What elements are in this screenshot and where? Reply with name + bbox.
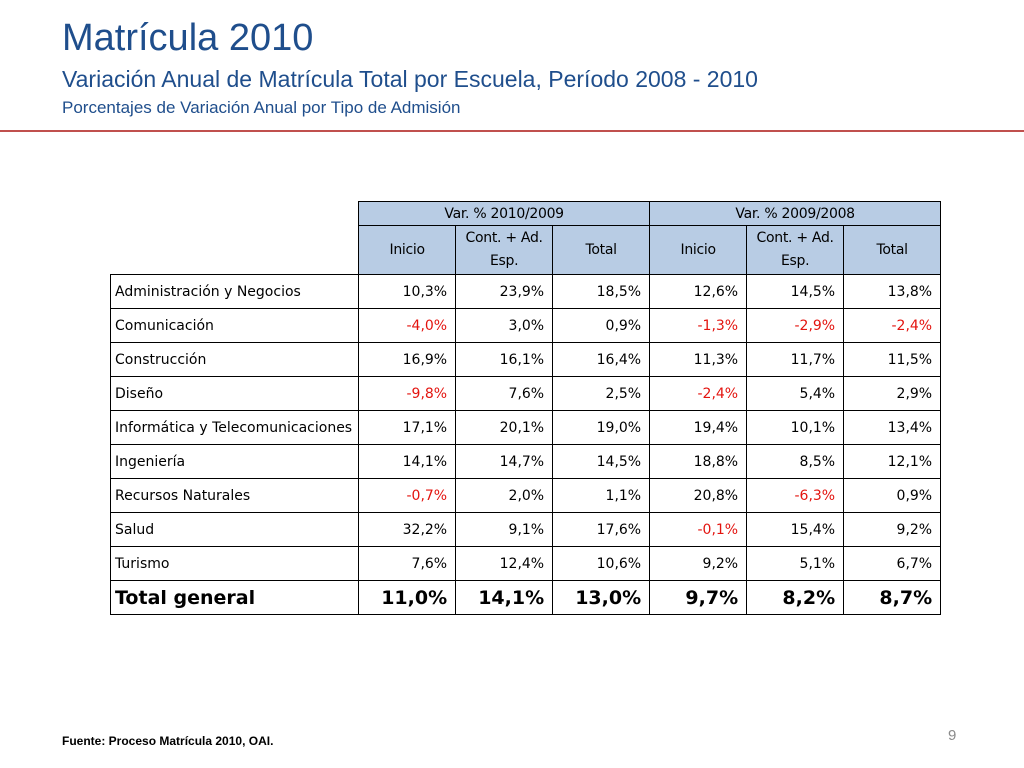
table-row	[111, 479, 941, 513]
value-cell: 10,1%	[747, 411, 844, 445]
group-header-2009-2008: Var. % 2009/2008	[650, 202, 941, 226]
sub-header-inicio: Inicio	[359, 226, 456, 275]
value-cell: 5,1%	[747, 547, 844, 581]
total-value: 13,0%	[553, 581, 650, 615]
value-cell: 19,0%	[553, 411, 650, 445]
value-cell: 14,1%	[359, 445, 456, 479]
value-cell: 20,8%	[650, 479, 747, 513]
sub-header-cont-ad-esp: Cont. + Ad. Esp.	[456, 226, 553, 275]
slide-title: Matrícula 2010	[62, 17, 314, 59]
page-number: 9	[948, 727, 957, 744]
value-cell: 32,2%	[359, 513, 456, 547]
table-body	[111, 275, 941, 615]
value-cell: -2,4%	[844, 309, 941, 343]
sub-header-row	[111, 226, 941, 275]
value-cell: 6,7%	[844, 547, 941, 581]
value-cell: 12,6%	[650, 275, 747, 309]
slide-subsubtitle: Porcentajes de Variación Anual por Tipo de Admisión	[62, 98, 461, 117]
title-divider	[0, 130, 1024, 132]
school-name: Ingeniería	[111, 445, 359, 479]
school-name: Administración y Negocios	[111, 275, 359, 309]
value-cell: 2,0%	[456, 479, 553, 513]
sub-header-total: Total	[553, 226, 650, 275]
value-cell: 16,9%	[359, 343, 456, 377]
value-cell: 11,7%	[747, 343, 844, 377]
value-cell: 9,2%	[844, 513, 941, 547]
value-cell: 11,3%	[650, 343, 747, 377]
value-cell: 2,5%	[553, 377, 650, 411]
value-cell: 14,7%	[456, 445, 553, 479]
value-cell: 16,1%	[456, 343, 553, 377]
value-cell: 14,5%	[553, 445, 650, 479]
total-value: 8,7%	[844, 581, 941, 615]
value-cell: -2,9%	[747, 309, 844, 343]
table-row	[111, 411, 941, 445]
school-name: Diseño	[111, 377, 359, 411]
school-name: Informática y Telecomunicaciones	[111, 411, 359, 445]
slide-subtitle: Variación Anual de Matrícula Total por Escuela, Período 2008 - 2010	[62, 66, 758, 92]
value-cell: 18,5%	[553, 275, 650, 309]
table-row	[111, 275, 941, 309]
total-value: 8,2%	[747, 581, 844, 615]
value-cell: -0,1%	[650, 513, 747, 547]
value-cell: 23,9%	[456, 275, 553, 309]
header-corner	[111, 202, 359, 226]
enrollment-variation-table	[110, 201, 941, 615]
total-row	[111, 581, 941, 615]
group-header-row	[111, 202, 941, 226]
value-cell: -0,7%	[359, 479, 456, 513]
value-cell: 5,4%	[747, 377, 844, 411]
value-cell: 1,1%	[553, 479, 650, 513]
total-value: 9,7%	[650, 581, 747, 615]
value-cell: 17,1%	[359, 411, 456, 445]
value-cell: 3,0%	[456, 309, 553, 343]
value-cell: 19,4%	[650, 411, 747, 445]
school-name: Recursos Naturales	[111, 479, 359, 513]
sub-header-total: Total	[844, 226, 941, 275]
value-cell: 14,5%	[747, 275, 844, 309]
table-row	[111, 547, 941, 581]
total-label: Total general	[111, 581, 359, 615]
school-name: Comunicación	[111, 309, 359, 343]
table-row	[111, 377, 941, 411]
value-cell: 17,6%	[553, 513, 650, 547]
school-name: Turismo	[111, 547, 359, 581]
value-cell: 20,1%	[456, 411, 553, 445]
value-cell: 2,9%	[844, 377, 941, 411]
total-value: 14,1%	[456, 581, 553, 615]
group-header-2010-2009: Var. % 2010/2009	[359, 202, 650, 226]
value-cell: 9,2%	[650, 547, 747, 581]
value-cell: 9,1%	[456, 513, 553, 547]
value-cell: 0,9%	[553, 309, 650, 343]
value-cell: 11,5%	[844, 343, 941, 377]
value-cell: -6,3%	[747, 479, 844, 513]
value-cell: 12,1%	[844, 445, 941, 479]
value-cell: -9,8%	[359, 377, 456, 411]
value-cell: 12,4%	[456, 547, 553, 581]
total-value: 11,0%	[359, 581, 456, 615]
value-cell: 7,6%	[456, 377, 553, 411]
value-cell: 8,5%	[747, 445, 844, 479]
value-cell: 18,8%	[650, 445, 747, 479]
school-name: Salud	[111, 513, 359, 547]
value-cell: 13,8%	[844, 275, 941, 309]
table-row	[111, 513, 941, 547]
value-cell: 15,4%	[747, 513, 844, 547]
table-row	[111, 445, 941, 479]
value-cell: -2,4%	[650, 377, 747, 411]
value-cell: 10,3%	[359, 275, 456, 309]
value-cell: -4,0%	[359, 309, 456, 343]
sub-header-inicio: Inicio	[650, 226, 747, 275]
value-cell: -1,3%	[650, 309, 747, 343]
school-name: Construcción	[111, 343, 359, 377]
sub-header-cont-ad-esp: Cont. + Ad. Esp.	[747, 226, 844, 275]
table-row	[111, 343, 941, 377]
header-corner	[111, 226, 359, 275]
source-note: Fuente: Proceso Matrícula 2010, OAI.	[62, 734, 274, 748]
value-cell: 13,4%	[844, 411, 941, 445]
value-cell: 16,4%	[553, 343, 650, 377]
value-cell: 10,6%	[553, 547, 650, 581]
table-row	[111, 309, 941, 343]
value-cell: 0,9%	[844, 479, 941, 513]
value-cell: 7,6%	[359, 547, 456, 581]
